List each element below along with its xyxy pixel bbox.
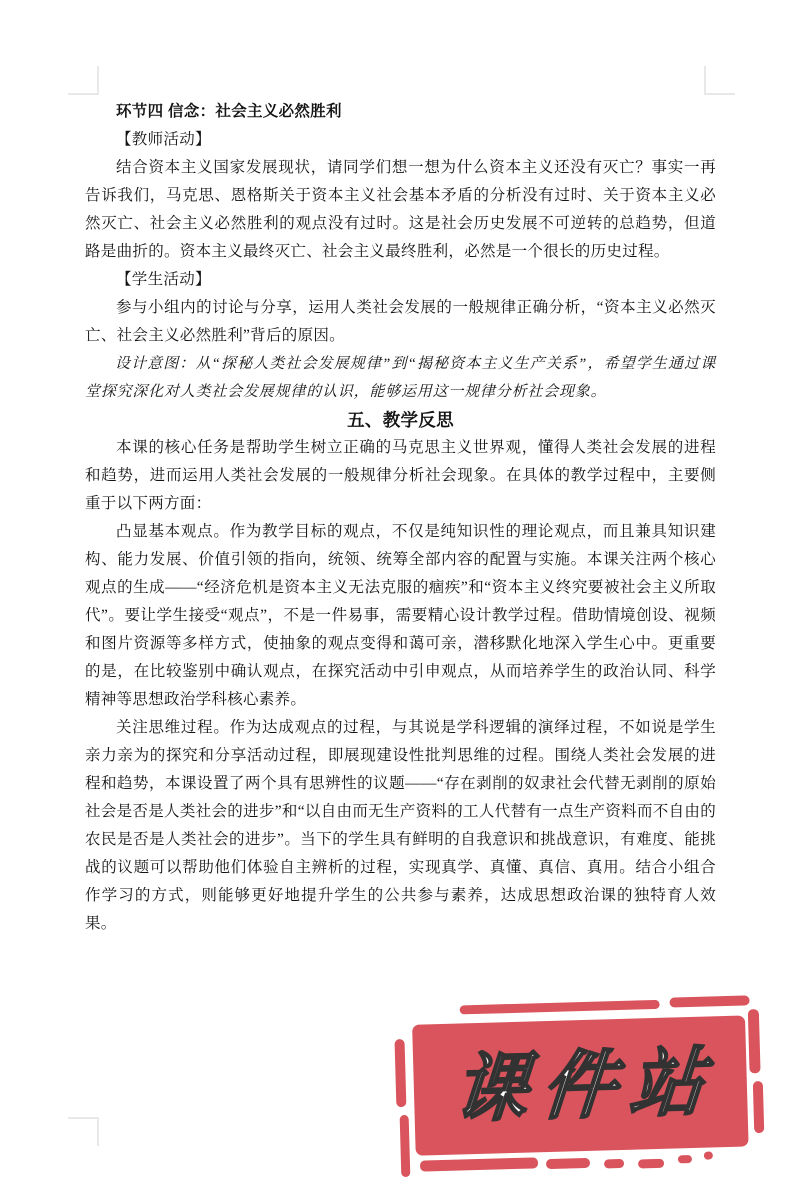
stamp-frame-stroke bbox=[546, 1158, 590, 1169]
stamp-label: 课件站 bbox=[450, 1039, 721, 1131]
stamp-frame-stroke bbox=[420, 1157, 538, 1171]
teacher-activity-paragraph: 结合资本主义国家发展现状，请同学们想一想为什么资本主义还没有灭亡？事实一再告诉我们，马克思、恩格斯关于资本主义社会基本矛盾的分析没有过时、关于资本主义必然灭亡、社会主义必然胜利的观点没有过时。这是社会历史发展不可逆转的总趋势，但道路是曲折的。资本主义最终灭亡、社会主义最终胜利，必然是一个很长的历史过程。 bbox=[85, 159, 716, 260]
student-activity-label: 【学生活动】 bbox=[116, 271, 211, 288]
text-boundary-mark-bottom-left bbox=[68, 1117, 99, 1146]
document-body bbox=[85, 98, 716, 938]
stamp-frame-stroke bbox=[704, 1151, 713, 1159]
section-heading-reflection: 五、教学反思 bbox=[347, 410, 454, 430]
text-boundary-mark-top-left bbox=[68, 66, 99, 95]
reflection-point-two-paragraph: 关注思维过程。作为达成观点的过程，与其说是学科逻辑的演绎过程，不如说是学生亲力亲为的探究和分享活动过程，即展现建设性批判思维的过程。围绕人类社会发展的进程和趋势，本课设置了两个具有思辨性的议题——“存在剥削的奴隶社会代替无剥削的原始社会是否是人类社会的进步”和“以自由而无生产资料的工人代替有一点生产资料而不自由的农民是否是人类社会的进步”。当下的学生具有鲜明的自我意识和挑战意识，有难度、能挑战的议题可以帮助他们体验自主辨析的过程，实现真学、真懂、真信、真用。结合小组合作学习的方式，则能够更好地提升学生的公共参与素养，达成思想政治课的独特育人效果。 bbox=[85, 719, 716, 932]
stamp-frame-stroke bbox=[460, 1000, 660, 1015]
stamp-frame-stroke bbox=[638, 1159, 664, 1169]
stamp-frame-stroke bbox=[748, 1009, 761, 1073]
watermark-stamp bbox=[387, 993, 780, 1189]
design-intent-paragraph: 设计意图：从“探秘人类社会发展规律”到“揭秘资本主义生产关系”，希望学生通过课堂探究深化对人类社会发展规律的认识，能够运用这一规律分析社会现象。 bbox=[85, 356, 716, 400]
stamp-frame-stroke bbox=[400, 1115, 411, 1177]
stamp-badge bbox=[412, 1015, 749, 1155]
reflection-point-one-paragraph: 凸显基本观点。作为教学目标的观点，不仅是纯知识性的理论观点，而且兼具知识建构、能力发展、价值引领的指向，统领、统筹全部内容的配置与实施。本课关注两个核心观点的生成——“经济危机是资本主义无法克服的痼疾”和“资本主义终究要被社会主义所取代”。要让学生接受“观点”，不是一件易事，需要精心设计教学过程。借助情境创设、视频和图片资源等多样方式，使抽象的观点变得和蔼可亲，潜移默化地深入学生心中。更重要的是，在比较鉴别中确认观点，在探究活动中引申观点，从而培养学生的政治认同、科学精神等思想政治学科核心素养。 bbox=[85, 523, 716, 708]
stamp-frame-stroke bbox=[394, 1039, 406, 1107]
reflection-intro-paragraph: 本课的核心任务是帮助学生树立正确的马克思主义世界观，懂得人类社会发展的进程和趋势，进而运用人类社会发展的一般规律分析社会现象。在具体的教学过程中，主要侧重于以下两方面： bbox=[85, 439, 716, 512]
heading-step-four: 环节四 信念：社会主义必然胜利 bbox=[116, 103, 342, 120]
stamp-frame-stroke bbox=[753, 1081, 764, 1133]
stamp-frame-stroke bbox=[669, 995, 749, 1007]
stamp-frame-stroke bbox=[604, 1159, 624, 1169]
stamp-frame-stroke bbox=[678, 1155, 692, 1163]
teacher-activity-label: 【教师活动】 bbox=[116, 131, 211, 148]
student-activity-paragraph: 参与小组内的讨论与分享，运用人类社会发展的一般规律正确分析，“资本主义必然灭亡、社会主义必然胜利”背后的原因。 bbox=[85, 299, 716, 344]
text-boundary-mark-top-right bbox=[704, 66, 735, 95]
